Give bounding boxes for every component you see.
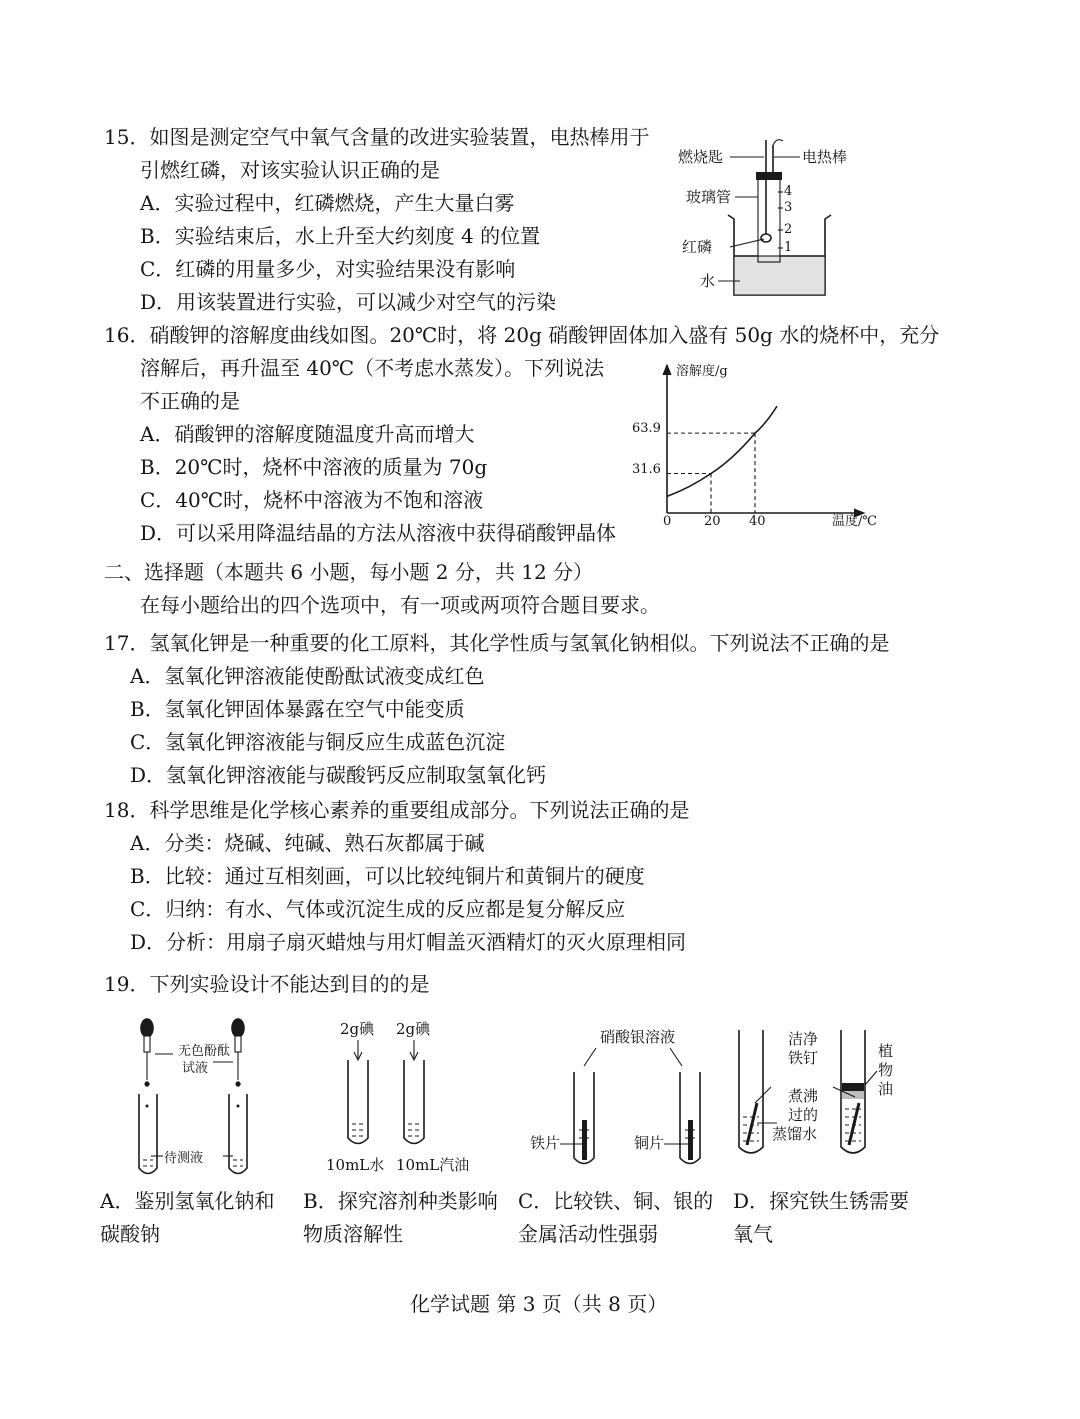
q15-label-water: 水 <box>700 272 716 290</box>
q19-option-a-line2: 碳酸钠 <box>100 1222 160 1246</box>
q19d-label-water-2: 过的 <box>788 1106 819 1124</box>
q15-scale-4: 4 <box>784 184 793 199</box>
q18-option-d: D．分析：用扇子扇灭蜡烛与用灯帽盖灭酒精灯的灭火原理相同 <box>130 930 687 954</box>
q15-option-b: B．实验结束后，水上升至大约刻度 4 的位置 <box>140 224 541 248</box>
q19a-label-solution: 试液 <box>182 1061 209 1076</box>
q16-option-c: C．40℃时，烧杯中溶液为不饱和溶液 <box>140 488 484 512</box>
chart-ytick-63-9: 63.9 <box>632 421 661 436</box>
q16-stem-line2: 溶解后，再升温至 40℃（不考虑水蒸发）。下列说法 <box>140 356 605 380</box>
chart-xtick-20: 20 <box>704 514 721 529</box>
q15-stem-line1: 15．如图是测定空气中氧气含量的改进实验装置，电热棒用于 <box>104 125 650 149</box>
q19-stem: 19．下列实验设计不能达到目的的是 <box>104 972 430 996</box>
q16-stem-line3: 不正确的是 <box>140 389 240 413</box>
q19c-label-copper: 铜片 <box>634 1134 665 1152</box>
section2-instructions: 在每小题给出的四个选项中，有一项或两项符合题目要求。 <box>140 593 660 617</box>
q19b-label-iodine-2: 2g碘 <box>396 1020 431 1038</box>
q19d-label-water-3: 蒸馏水 <box>772 1125 818 1143</box>
q19b-label-water: 10mL水 <box>326 1156 385 1174</box>
q19d-label-nail-2: 铁钉 <box>788 1049 819 1067</box>
q17-stem: 17．氢氧化钾是一种重要的化工原料，其化学性质与氢氧化钠相似。下列说法不正确的是 <box>104 631 890 655</box>
q15-label-phosphorus: 红磷 <box>682 238 713 256</box>
chart-ytick-31-6: 31.6 <box>632 462 661 477</box>
q15-label-rod: 电热棒 <box>802 148 848 166</box>
chart-ylabel: 溶解度/g <box>676 364 728 379</box>
q18-option-c: C．归纳：有水、气体或沉淀生成的反应都是复分解反应 <box>130 897 626 921</box>
q16-stem-line1: 16．硝酸钾的溶解度曲线如图。20℃时，将 20g 硝酸钾固体加入盛有 50g 水的烧杯中，充分 <box>104 323 940 347</box>
q19c-label-silver-nitrate: 硝酸银溶液 <box>600 1028 676 1046</box>
q19b-label-iodine-1: 2g碘 <box>340 1020 375 1038</box>
q19-option-d-line1: D．探究铁生锈需要 <box>733 1189 910 1213</box>
q19a-label-phenolphthalein: 无色酚酞 <box>178 1044 231 1059</box>
page-footer: 化学试题 第 3 页（共 8 页） <box>410 1292 668 1316</box>
solubility-curve <box>667 406 777 496</box>
chart-xtick-40: 40 <box>749 514 766 529</box>
q15-label-tube: 玻璃管 <box>686 188 732 206</box>
solubility-chart <box>620 355 900 535</box>
q16-option-d: D．可以采用降温结晶的方法从溶液中获得硝酸钾晶体 <box>140 521 617 545</box>
q18-option-b: B．比较：通过互相刻画，可以比较纯铜片和黄铜片的硬度 <box>130 864 645 888</box>
q15-option-d: D．用该装置进行实验，可以减少对空气的污染 <box>140 290 557 314</box>
q19d-label-water-1: 煮沸 <box>788 1087 819 1105</box>
q19-option-b-line1: B．探究溶剂种类影响 <box>303 1189 498 1213</box>
q15-option-c: C．红磷的用量多少，对实验结果没有影响 <box>140 257 516 281</box>
q19-option-b-line2: 物质溶解性 <box>303 1222 403 1246</box>
q17-option-a: A．氢氧化钾溶液能使酚酞试液变成红色 <box>130 664 485 688</box>
q19d-label-oil-1: 植 <box>878 1042 894 1060</box>
q15-scale-1: 1 <box>784 240 793 255</box>
q19b-label-gasoline: 10mL汽油 <box>396 1156 470 1174</box>
q19c-label-iron: 铁片 <box>530 1134 561 1152</box>
q19-option-c-line1: C．比较铁、铜、银的 <box>518 1189 714 1213</box>
chart-xtick-0: 0 <box>663 514 672 529</box>
q15-scale-2: 2 <box>784 222 793 237</box>
q17-option-d: D．氢氧化钾溶液能与碳酸钙反应制取氢氧化钙 <box>130 763 547 787</box>
q15-stem-line2: 引燃红磷，对该实验认识正确的是 <box>140 158 440 182</box>
q19-figure-b <box>330 1018 480 1168</box>
q15-scale-3: 3 <box>784 200 793 215</box>
q18-option-a: A．分类：烧碱、纯碱、熟石灰都属于碱 <box>130 831 485 855</box>
q18-stem: 18．科学思维是化学核心素养的重要组成部分。下列说法正确的是 <box>104 798 690 822</box>
q19-option-c-line2: 金属活动性强弱 <box>518 1222 658 1246</box>
section2-title: 二、选择题（本题共 6 小题，每小题 2 分，共 12 分） <box>104 560 594 584</box>
q16-option-a: A．硝酸钾的溶解度随温度升高而增大 <box>140 422 475 446</box>
chart-xlabel: 温度/℃ <box>832 514 877 529</box>
q19-option-a-line1: A．鉴别氢氧化钠和 <box>100 1189 275 1213</box>
q19d-label-nail-1: 洁净 <box>788 1030 819 1048</box>
q19d-label-oil-3: 油 <box>878 1080 894 1098</box>
q17-option-c: C．氢氧化钾溶液能与铜反应生成蓝色沉淀 <box>130 730 506 754</box>
q15-option-a: A．实验过程中，红磷燃烧，产生大量白雾 <box>140 191 515 215</box>
q17-option-b: B．氢氧化钾固体暴露在空气中能变质 <box>130 697 465 721</box>
q19d-label-oil-2: 物 <box>878 1061 894 1079</box>
q15-label-spoon: 燃烧匙 <box>678 148 724 166</box>
q16-option-b: B．20℃时，烧杯中溶液的质量为 70g <box>140 455 488 479</box>
q19-option-d-line2: 氧气 <box>733 1222 773 1246</box>
q19a-label-sample: 待测液 <box>164 1151 204 1166</box>
